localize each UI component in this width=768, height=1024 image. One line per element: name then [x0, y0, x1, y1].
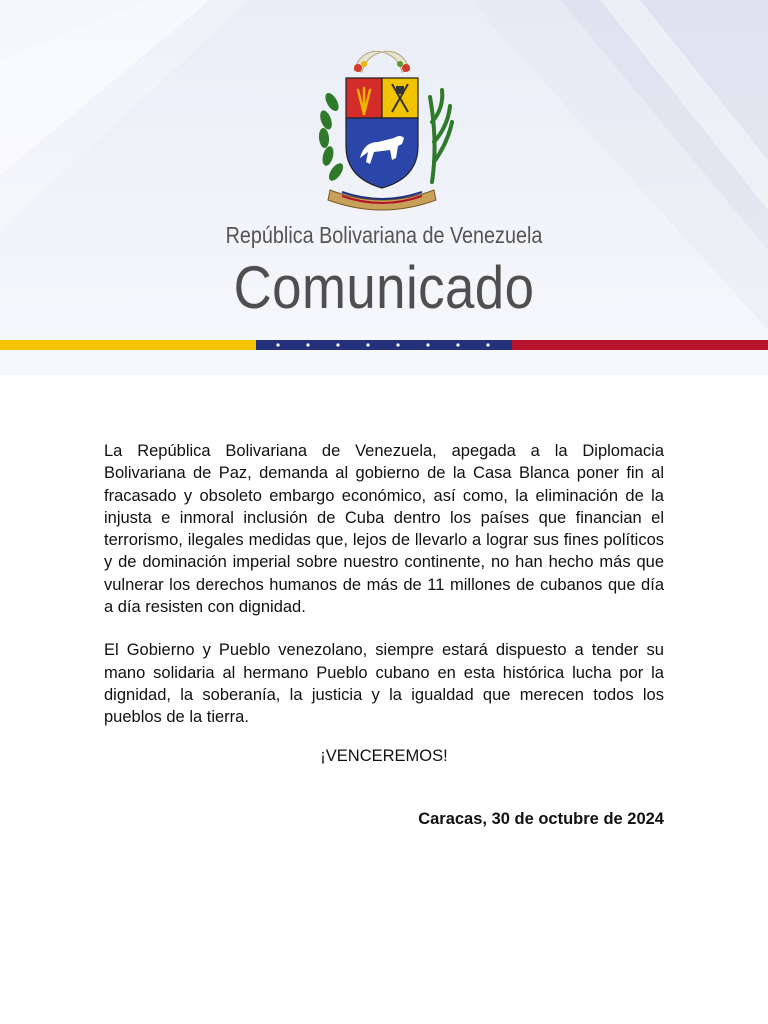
- communique-header: [0, 0, 768, 375]
- body-paragraph-2: El Gobierno y Pueblo venezolano, siempre estará dispuesto a tender su mano solidaria al hermano Pueblo cubano en esta histórica lucha por la dignidad, la soberanía, la justicia y la igualdad que merecen todos los pueblos de la tierra.: [104, 641, 664, 727]
- stars-icon: [256, 340, 512, 350]
- place-and-date: Caracas, 30 de octubre de 2024: [418, 810, 664, 828]
- communique-body: [104, 440, 664, 750]
- flag-blue-band: [256, 340, 512, 350]
- body-paragraph-1: La República Bolivariana de Venezuela, apegada a la Diplomacia Bolivariana de Paz, demanda al gobierno de la Casa Blanca poner fin al fracasado y obsoleto embargo económico, así como, la eliminación de la injusta e inmoral inclusión de Cuba dentro los países que financian el terrorismo, ilegales medidas que, lejos de llevarlo a lograr sus fines políticos y de dominación imperial sobre nuestro continente, no han hecho más que vulnerar los derechos humanos de más de 11 millones de cubanos que día a día resisten con dignidad.: [104, 442, 664, 617]
- flag-color-strip: [0, 340, 768, 350]
- closing-motto: ¡VENCEREMOS!: [320, 747, 448, 765]
- flag-yellow-band: [0, 340, 256, 350]
- page-title: Comunicado: [233, 254, 535, 321]
- coat-of-arms-emblem: [302, 42, 462, 212]
- header-subtitle: República Bolivariana de Venezuela: [225, 222, 543, 248]
- flag-red-band: [512, 340, 768, 350]
